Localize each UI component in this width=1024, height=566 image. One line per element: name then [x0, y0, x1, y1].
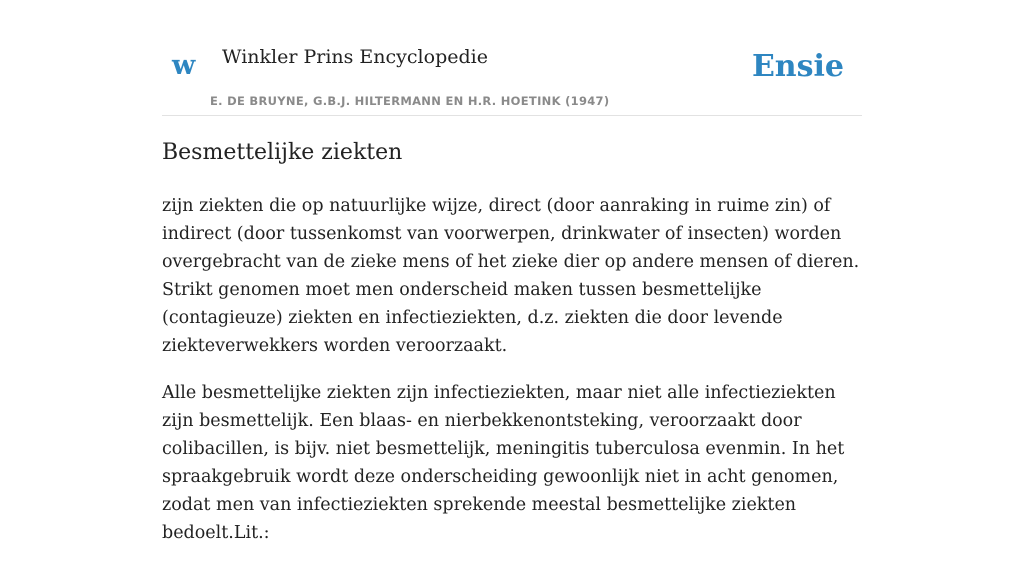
article-body [162, 192, 866, 566]
site-title[interactable]: Winkler Prins Encyclopedie [222, 46, 488, 68]
article-paragraph: zijn ziekten die op natuurlijke wijze, direct (door aanraking in ruime zin) of indirect (door tussenkomst van voorwerpen, drinkwater of insecten) worden overgebracht van de zieke mens of het zieke dier op andere mensen of dieren. Strikt genomen moet men onderscheid maken tussen besmettelijke (contagieuze) ziekten en infectieziekten, d.z. ziekten die door levende ziekteverwekkers worden veroorzaakt. [162, 196, 860, 356]
authors-credit: E. DE BRUYNE, G.B.J. HILTERMANN EN H.R. HOETINK (1947) [210, 94, 610, 108]
ensie-brand-logo[interactable]: Ensie [751, 49, 844, 84]
winkler-prins-logo[interactable]: w [172, 50, 196, 81]
article-title: Besmettelijke ziekten [162, 140, 403, 165]
site-header [162, 0, 862, 116]
article-paragraph: Alle besmettelijke ziekten zijn infectieziekten, maar niet alle infectieziekten zijn besmettelijk. Een blaas- en nierbekkenontsteking, veroorzaakt door colibacillen, is bijv. niet besmettelijk, meningitis tuberculosa evenmin. In het spraakgebruik wordt deze onderscheiding gewoonlijk niet in acht genomen, zodat men van infectieziekten sprekende meestal besmettelijke ziekten bedoelt.Lit.: [162, 383, 845, 543]
